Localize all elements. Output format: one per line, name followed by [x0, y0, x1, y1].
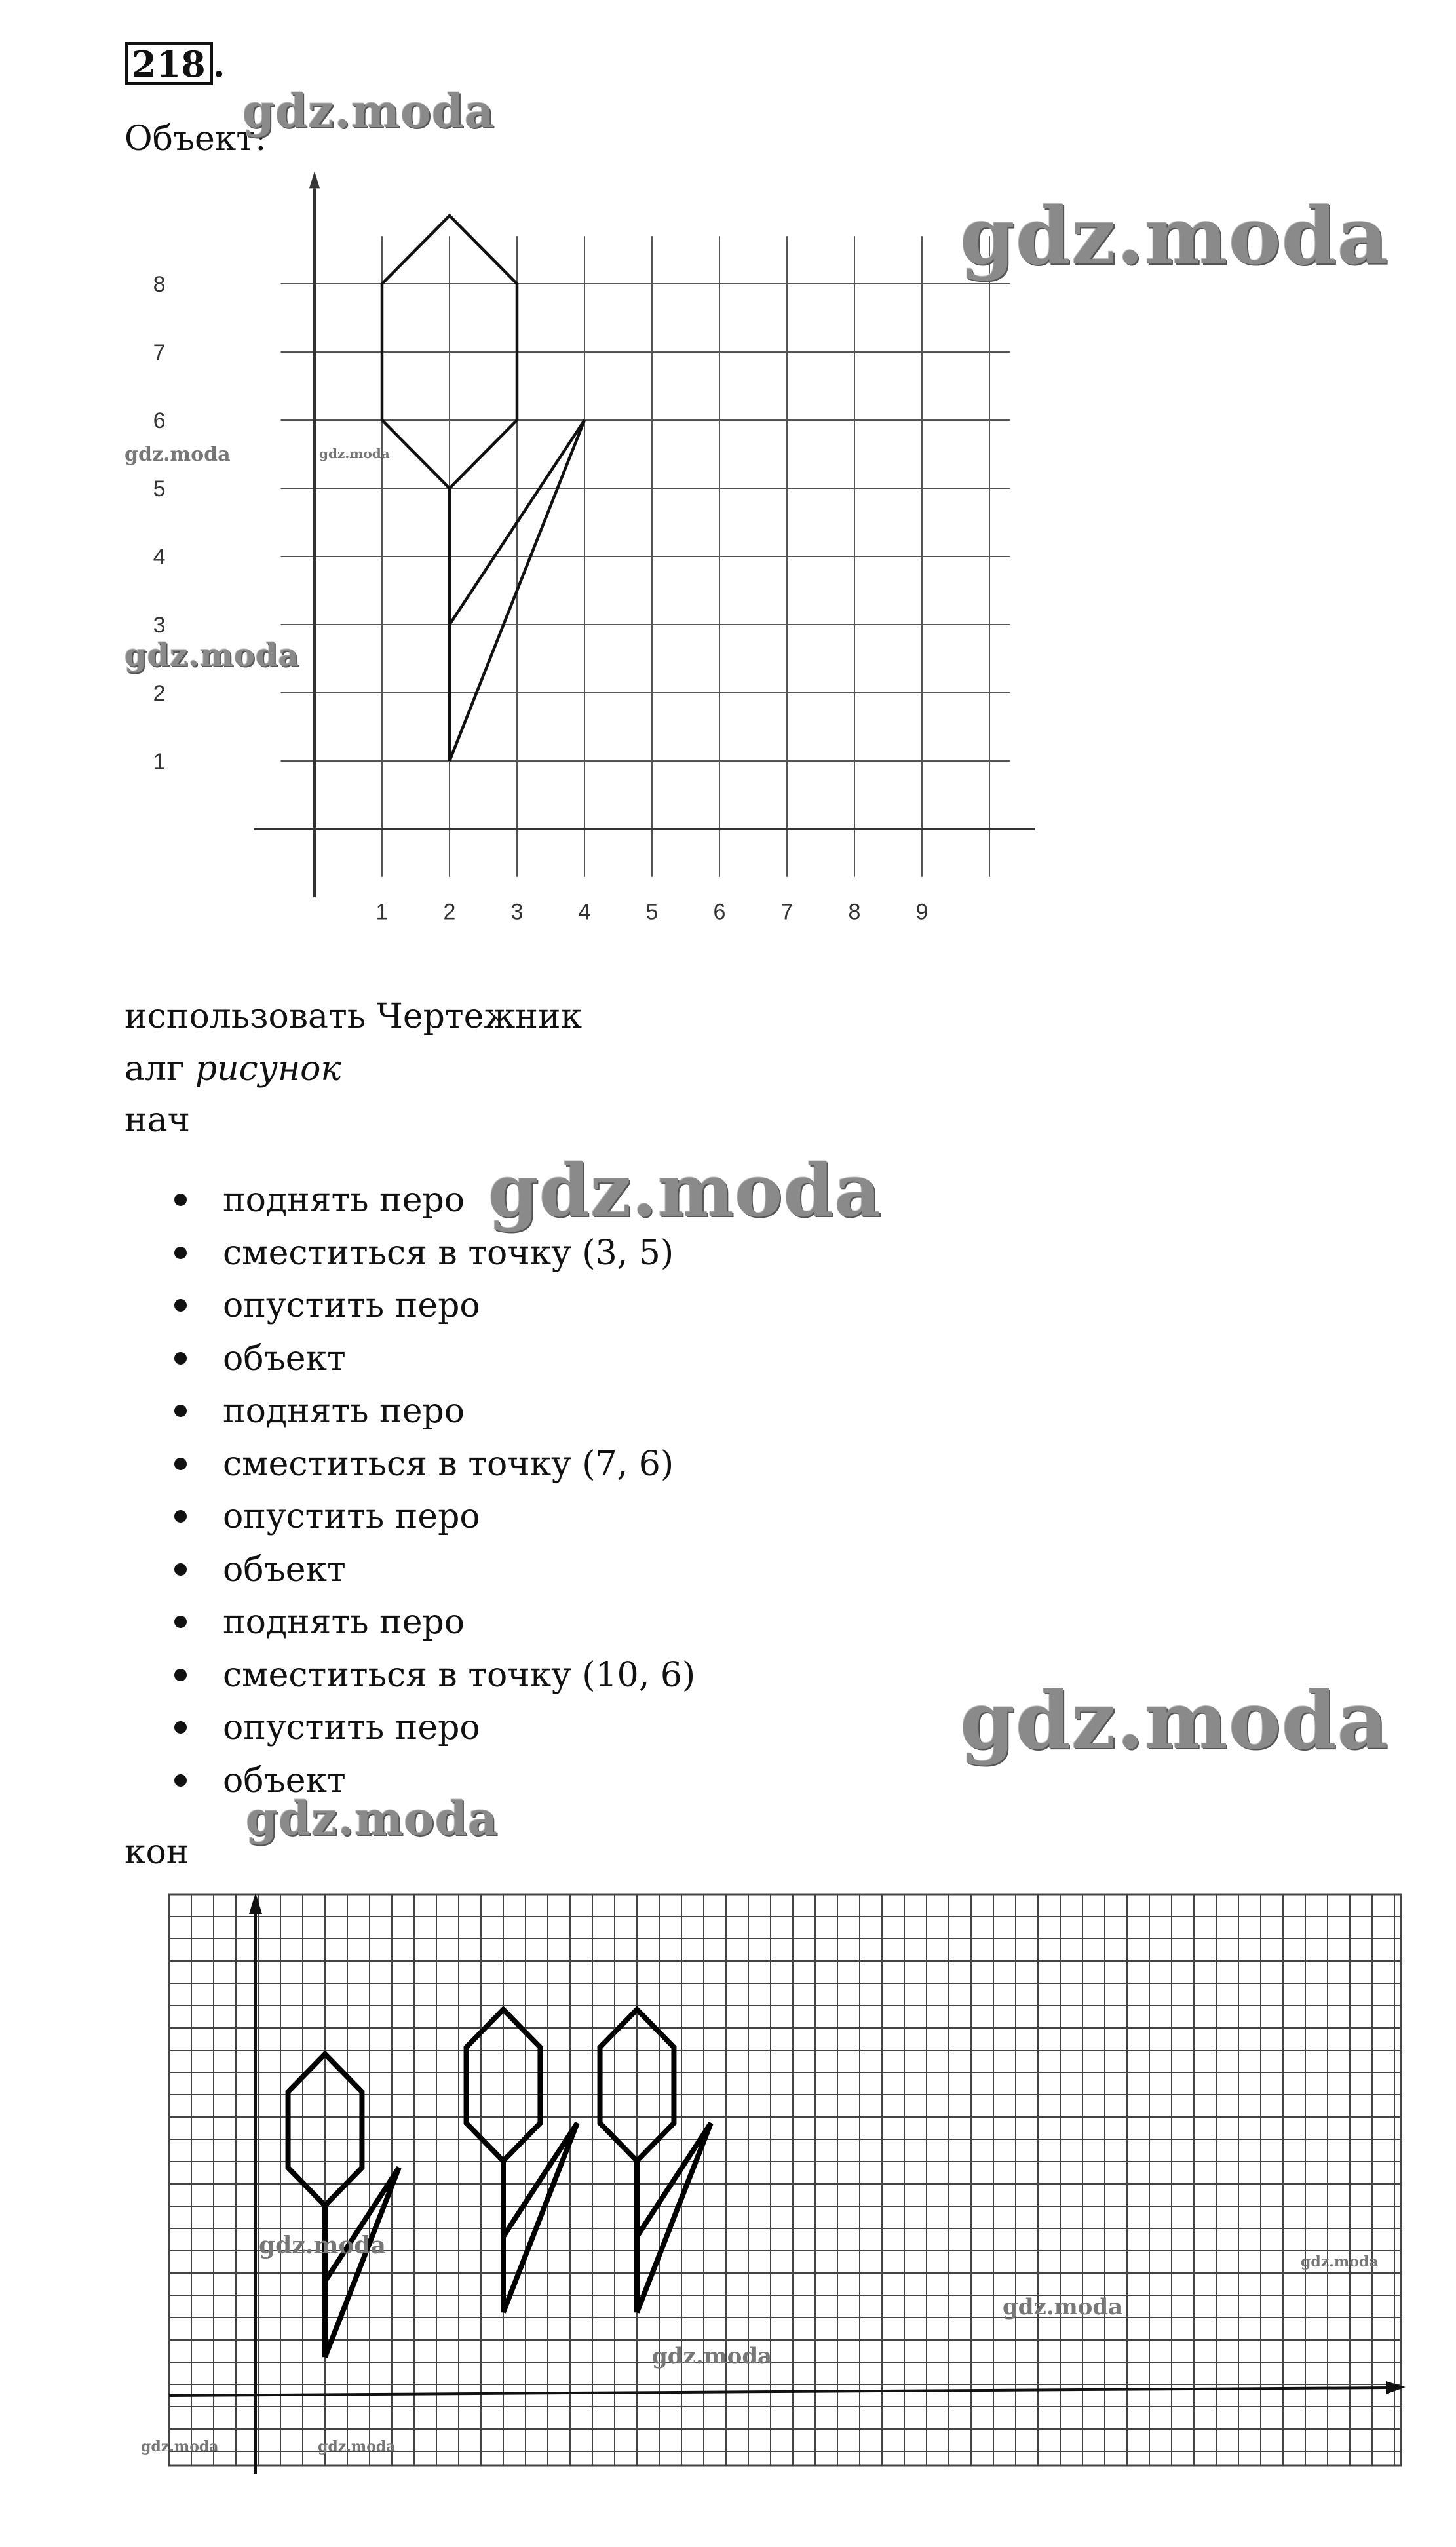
- y-axis-arrow-icon: [309, 171, 320, 188]
- program-step-text: сместиться в точку (7, 6): [223, 1444, 674, 1484]
- program-step-text: сместиться в точку (10, 6): [223, 1655, 696, 1695]
- program-alg-line: [125, 1049, 341, 1089]
- watermark-8: gdz.moda: [246, 1791, 499, 1846]
- bullet-icon: [174, 1352, 187, 1365]
- bullet-icon: [174, 1405, 187, 1417]
- result-x-axis: [169, 2388, 1389, 2396]
- bullet-icon: [174, 1299, 187, 1312]
- bullet-icon: [174, 1774, 187, 1787]
- task-number-box: 218: [125, 42, 213, 85]
- watermark-6: gdz.moda: [488, 1148, 882, 1233]
- y-tick-label: 7: [153, 340, 166, 365]
- y-tick-label: 5: [153, 476, 166, 501]
- program-step-text: объект: [223, 1760, 346, 1800]
- object-chart-axes: [254, 171, 1035, 897]
- result-y-axis-arrow-icon: [249, 1893, 262, 1914]
- watermark-4: gdz.moda: [319, 446, 390, 461]
- watermark-9: gdz.moda: [259, 2232, 386, 2259]
- program-step: [223, 1444, 674, 1484]
- program-step: [223, 1655, 696, 1695]
- watermark-10: gdz.moda: [652, 2343, 773, 2369]
- program-alg-keyword: алг: [125, 1049, 195, 1089]
- program-step-text: поднять перо: [223, 1391, 465, 1431]
- bullet-icon: [174, 1194, 187, 1206]
- y-tick-label: 4: [153, 545, 166, 570]
- program-step: [223, 1708, 480, 1747]
- program-step: [223, 1338, 346, 1378]
- watermark-13: gdz.moda: [141, 2438, 219, 2455]
- program-step: [223, 1233, 674, 1273]
- program-step: [223, 1391, 465, 1431]
- bullet-icon: [174, 1721, 187, 1734]
- result-chart: [131, 1888, 1409, 2478]
- bullet-icon: [174, 1510, 187, 1523]
- bullet-icon: [174, 1616, 187, 1628]
- watermark-1: gdz.moda: [242, 84, 495, 138]
- bullet-icon: [174, 1563, 187, 1576]
- bullet-icon: [174, 1669, 187, 1681]
- y-tick-label: 2: [153, 681, 166, 706]
- program-step: [223, 1603, 465, 1642]
- x-tick-label: 7: [780, 899, 794, 925]
- program-step-text: сместиться в точку (3, 5): [223, 1233, 674, 1273]
- x-tick-label: 2: [443, 899, 456, 925]
- program-alg-name: рисунок: [195, 1049, 341, 1089]
- y-tick-label: 6: [153, 408, 166, 433]
- program-step-text: поднять перо: [223, 1180, 465, 1220]
- result-x-axis-arrow-icon: [1386, 2381, 1406, 2394]
- program-header: использовать Чертежник: [125, 997, 583, 1036]
- program-step-text: опустить перо: [223, 1286, 480, 1325]
- watermark-12: gdz.moda: [1301, 2253, 1379, 2270]
- object-chart-grid: [281, 236, 1010, 877]
- program-step: [223, 1549, 346, 1589]
- x-tick-label: 9: [915, 899, 929, 925]
- y-tick-label: 8: [153, 272, 166, 297]
- task-number-dot: .: [212, 43, 225, 85]
- bullet-icon: [174, 1247, 187, 1259]
- program-step: [223, 1180, 465, 1220]
- x-tick-label: 3: [510, 899, 524, 925]
- bullet-icon: [174, 1458, 187, 1470]
- watermark-14: gdz.moda: [318, 2438, 396, 2455]
- task-number: [125, 42, 225, 85]
- x-tick-label: 6: [713, 899, 726, 925]
- object-chart-tick-labels: [153, 272, 929, 924]
- watermark-3: gdz.moda: [125, 443, 231, 466]
- object-chart: [118, 118, 1035, 970]
- program-step-text: объект: [223, 1338, 346, 1378]
- x-tick-label: 5: [645, 899, 659, 925]
- watermark-5: gdz.moda: [125, 637, 299, 674]
- x-tick-label: 8: [848, 899, 861, 925]
- program-step-text: опустить перо: [223, 1497, 480, 1536]
- watermark-7: gdz.moda: [960, 1675, 1389, 1767]
- program-step-text: опустить перо: [223, 1708, 480, 1747]
- program-step: [223, 1286, 480, 1325]
- x-tick-label: 1: [375, 899, 389, 925]
- x-tick-label: 4: [578, 899, 591, 925]
- program-end: кон: [125, 1833, 189, 1872]
- y-tick-label: 3: [153, 613, 166, 638]
- program-step-text: объект: [223, 1549, 346, 1589]
- program-step-text: поднять перо: [223, 1603, 465, 1642]
- result-chart-grid: [169, 1894, 1402, 2466]
- object-label: Объект:: [125, 119, 267, 159]
- y-tick-label: 1: [153, 749, 166, 774]
- watermark-2: gdz.moda: [960, 190, 1389, 282]
- program-step: [223, 1497, 480, 1536]
- program-begin: нач: [125, 1100, 191, 1140]
- watermark-11: gdz.moda: [1003, 2294, 1123, 2320]
